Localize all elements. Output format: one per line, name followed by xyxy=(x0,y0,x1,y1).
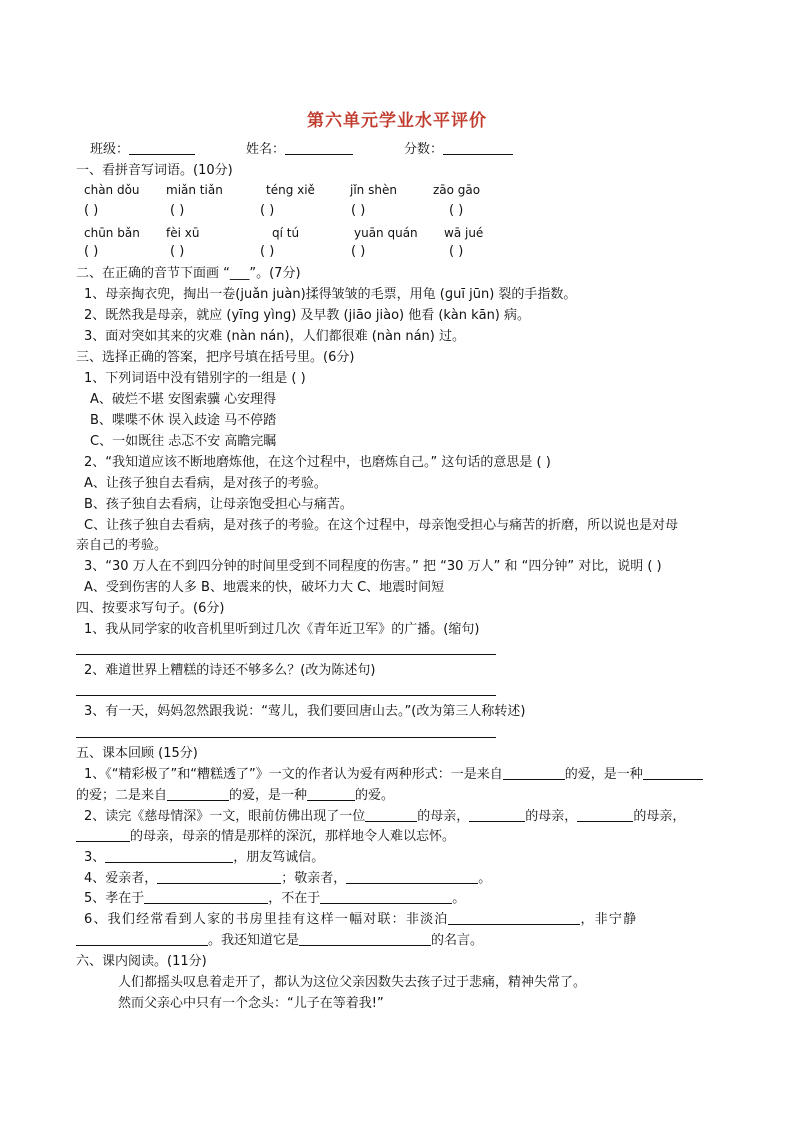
answer-parens: ( ) xyxy=(351,244,366,259)
pinyin-item: zāo gāo xyxy=(433,183,481,197)
question-line xyxy=(76,932,483,950)
reading-paragraph: 人们都摇头叹息着走开了，都认为这位父亲因数失去孩子过于悲痛，精神失常了。 xyxy=(118,975,587,990)
class-field xyxy=(90,141,195,159)
pinyin-item: téng xiě xyxy=(266,183,315,197)
question-line xyxy=(84,911,637,929)
section-1-heading: 一、看拼音写词语。(10分) xyxy=(76,163,233,178)
class-label: 班级： xyxy=(90,142,130,157)
fill-blank xyxy=(365,808,417,822)
question-line: 1、下列词语中没有错别字的一组是 ( ) xyxy=(84,371,306,386)
question-text: 的母亲， xyxy=(417,809,470,824)
page-title: 第六单元学业水平评价 xyxy=(307,111,487,131)
section-3-heading: 三、选择正确的答案，把序号填在括号里。(6分) xyxy=(76,350,355,365)
pinyin-item: wā jué xyxy=(444,226,484,240)
question-text: 的爱，是一种 xyxy=(564,767,643,782)
score-blank xyxy=(443,141,513,155)
section-6-heading: 六、课内阅读。(11分) xyxy=(76,954,207,969)
name-blank xyxy=(285,141,353,155)
question-line xyxy=(84,890,465,908)
pinyin-item: qí tú xyxy=(272,226,300,240)
fill-blank xyxy=(105,849,233,863)
question-line: 2、难道世界上糟糕的诗还不够多么？(改为陈述句) xyxy=(84,663,376,678)
fill-blank xyxy=(503,766,565,780)
pinyin-item: yuān quán xyxy=(354,226,418,240)
answer-parens: ( ) xyxy=(260,244,275,259)
answer-line xyxy=(76,695,496,696)
fill-blank xyxy=(307,787,355,801)
fill-blank xyxy=(157,870,281,884)
option-line: A、受到伤害的人多 B、地震来的快，破坏力大 C、地震时间短 xyxy=(84,580,445,595)
question-text: 的爱，是一种 xyxy=(229,788,308,803)
fill-blank xyxy=(76,828,130,842)
answer-line xyxy=(76,654,496,655)
question-text: 4、爱亲者， xyxy=(84,871,158,886)
section-2-heading: 二、在正确的音节下面画 “___”。(7分) xyxy=(76,266,301,281)
pinyin-item: fèi xū xyxy=(166,226,200,240)
question-text: 6、我们经常看到人家的书房里挂有这样一幅对联：非淡泊 xyxy=(84,912,449,927)
fill-blank xyxy=(167,787,229,801)
question-line: 3、面对突如其来的灾难 (nàn nán)，人们都很难 (nàn nán) 过。 xyxy=(84,329,465,344)
score-label: 分数： xyxy=(404,142,444,157)
name-field xyxy=(246,141,353,159)
question-text: 3、 xyxy=(84,850,106,865)
answer-parens: ( ) xyxy=(84,203,99,218)
question-text: ，非宁静 xyxy=(580,912,638,927)
question-text: 。我还知道它是 xyxy=(208,933,300,948)
question-text: 的名言。 xyxy=(431,933,484,948)
question-line: 1、母亲掏衣兜，掏出一卷(juǎn juàn)揉得皱皱的毛票，用龟 (ɡuī jūn) 裂的手指数。 xyxy=(84,287,577,302)
fill-blank xyxy=(299,932,431,946)
question-line: 2、“我知道应该不断地磨炼他，在这个过程中，也磨炼自己。” 这句话的意思是 ( ) xyxy=(84,455,551,470)
pinyin-item: chàn dǒu xyxy=(84,183,140,197)
question-text: 5、孝在于 xyxy=(84,891,145,906)
question-text: 的母亲， xyxy=(633,809,686,824)
fill-blank xyxy=(320,890,452,904)
question-text: 的母亲，母亲的情是那样的深沉，那样地令人难以忘怀。 xyxy=(130,829,456,844)
question-line: 3、有一天，妈妈忽然跟我说：“莺儿，我们要回唐山去。”(改为第三人称转述) xyxy=(84,704,526,719)
reading-paragraph: 然而父亲心中只有一个念头：“儿子在等着我!” xyxy=(118,996,384,1011)
fill-blank xyxy=(643,766,703,780)
question-text: 1、《“精彩极了”和“糟糕透了”》一文的作者认为爱有两种形式：一是来自 xyxy=(84,767,503,782)
answer-parens: ( ) xyxy=(351,203,366,218)
question-line xyxy=(84,870,491,888)
question-text: 的爱。 xyxy=(355,788,395,803)
question-text: 。 xyxy=(452,891,466,906)
question-text: 2、读完《慈母情深》一文，眼前仿佛出现了一位 xyxy=(84,809,366,824)
name-label: 姓名： xyxy=(246,142,286,157)
question-text: ，朋友笃诚信。 xyxy=(233,850,325,865)
fill-blank xyxy=(469,808,525,822)
pinyin-item: miǎn tiǎn xyxy=(166,183,223,197)
option-line: C、一如既往 忐忑不安 高瞻完瞩 xyxy=(90,434,277,449)
option-line: C、让孩子独自去看病，是对孩子的考验。在这个过程中，母亲饱受担心与痛苦的折磨，所以说也是对母 xyxy=(84,518,679,533)
answer-line xyxy=(76,737,496,738)
answer-parens: ( ) xyxy=(260,203,275,218)
question-text: ，不在于 xyxy=(268,891,321,906)
option-line: B、孩子独自去看病，让母亲饱受担心与痛苦。 xyxy=(84,497,353,512)
question-text: 。 xyxy=(478,871,492,886)
option-line: B、喋喋不休 误入歧途 马不停踏 xyxy=(90,413,277,428)
fill-blank xyxy=(346,870,478,884)
answer-parens: ( ) xyxy=(449,244,464,259)
fill-blank xyxy=(577,808,633,822)
question-line: 2、既然我是母亲，就应 (yīnɡ yìnɡ) 及早教 (jiāo jiào) 他看 (kàn kān) 病。 xyxy=(84,308,531,323)
option-line: A、破烂不堪 安图索骥 心安理得 xyxy=(90,392,277,407)
question-line xyxy=(84,808,685,826)
class-blank xyxy=(129,141,195,155)
answer-parens: ( ) xyxy=(84,244,99,259)
question-line: 1、我从同学家的收音机里听到过几次《青年近卫军》的广播。(缩句) xyxy=(84,622,480,637)
pinyin-item: jǐn shèn xyxy=(350,183,397,197)
section-5-heading: 五、课本回顾 (15分) xyxy=(76,746,198,761)
option-line: 亲自己的考验。 xyxy=(76,538,168,553)
option-line: A、让孩子独自去看病，是对孩子的考验。 xyxy=(84,476,327,491)
answer-parens: ( ) xyxy=(449,203,464,218)
fill-blank xyxy=(76,932,208,946)
question-text: ；敬亲者， xyxy=(281,871,347,886)
section-4-heading: 四、按要求写句子。(6分) xyxy=(76,601,225,616)
question-text: 的爱；二是来自 xyxy=(76,788,168,803)
fill-blank xyxy=(144,890,268,904)
question-line xyxy=(76,787,394,805)
score-field xyxy=(404,141,513,159)
question-text: 的母亲， xyxy=(525,809,578,824)
answer-parens: ( ) xyxy=(170,203,185,218)
question-line xyxy=(84,849,324,867)
question-line: 3、“30 万人在不到四分钟的时间里受到不同程度的伤害。” 把 “30 万人” 和 “四分钟” 对比，说明 ( ) xyxy=(84,559,662,574)
question-line xyxy=(76,828,455,846)
question-line xyxy=(84,766,703,784)
answer-parens: ( ) xyxy=(170,244,185,259)
pinyin-item: chūn bǎn xyxy=(84,226,140,240)
fill-blank xyxy=(448,911,580,925)
